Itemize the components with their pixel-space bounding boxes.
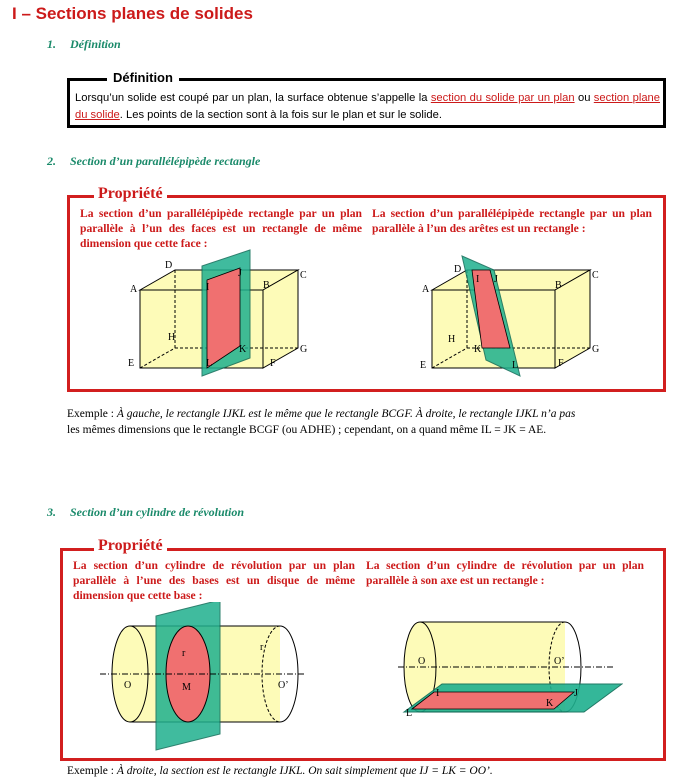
label-J: J: [238, 268, 242, 279]
parallelepiped-left-figure: [120, 248, 320, 378]
label-I: I: [436, 688, 440, 699]
example1-line2: les mêmes dimensions que le rectangle BCGF (ou ADHE) ; cependant, on a quand même IL = JK = AE.: [67, 424, 547, 436]
cylinder-right-figure: [398, 612, 623, 717]
label-O-prime: O’: [278, 680, 289, 691]
section1-number: 1.: [47, 37, 56, 51]
property2-right-text: La section d’un cylindre de révolution par un plan parallèle à son axe est un rectangle :: [366, 559, 644, 587]
label-G: G: [300, 344, 308, 355]
example2-text: À droite, la section est le rectangle IJKL. On sait simplement que IJ = LK = OO’.: [116, 765, 493, 777]
section3-number: 3.: [47, 505, 56, 519]
definition-text-part1: Lorsqu’un solide est coupé par un plan, la surface obtenue s’appelle la: [75, 92, 431, 104]
main-title: I – Sections planes de solides: [12, 4, 253, 23]
label-O-prime: O’: [554, 656, 565, 667]
label-F: F: [558, 358, 564, 369]
label-K: K: [239, 344, 247, 355]
example1-line1: À gauche, le rectangle IJKL est le même que le rectangle BCGF. À droite, le rectangle IJKL n’a pas: [116, 408, 576, 420]
label-r-right: r: [260, 642, 264, 653]
example1-prefix: Exemple :: [67, 408, 117, 420]
section1-heading: [47, 37, 121, 52]
label-H: H: [168, 332, 176, 343]
definition-title: Définition: [107, 70, 179, 85]
label-K: K: [474, 344, 482, 355]
label-O: O: [418, 656, 426, 667]
label-A: A: [130, 284, 138, 295]
label-L: L: [206, 358, 213, 369]
label-I: I: [206, 282, 210, 293]
label-E: E: [128, 358, 135, 369]
definition-text-part3: . Les points de la section sont à la fois sur le plan et sur le solide.: [119, 109, 442, 121]
label-I: I: [476, 274, 480, 285]
label-M: M: [182, 682, 191, 693]
label-B: B: [555, 280, 562, 291]
label-r-left: r: [182, 648, 186, 659]
section2-title: Section d’un parallélépipède rectangle: [70, 154, 261, 168]
label-G: G: [592, 344, 600, 355]
label-C: C: [592, 270, 599, 281]
section2-number: 2.: [47, 154, 56, 168]
cylinder-left-figure: [100, 602, 310, 752]
label-F: F: [270, 358, 276, 369]
property1-left-text: La section d’un parallélépipède rectangle par un plan parallèle à l’un des faces est un rectangle de même dimension que cette face :: [80, 207, 362, 250]
label-J: J: [494, 274, 498, 285]
label-C: C: [300, 270, 307, 281]
section3-title: Section d’un cylindre de révolution: [70, 505, 244, 519]
property2-left-text: La section d’un cylindre de révolution par un plan parallèle à l’une des bases est un disque de même dimension que cette base :: [73, 559, 355, 602]
label-H: H: [448, 334, 456, 345]
section1-title: Définition: [70, 37, 121, 51]
example2-prefix: Exemple :: [67, 765, 117, 777]
section2-heading: [47, 154, 260, 169]
label-K: K: [546, 698, 554, 709]
label-L: L: [512, 360, 519, 371]
section3-heading: [47, 505, 244, 520]
example1: [67, 406, 667, 438]
label-A: A: [422, 284, 430, 295]
property1-right-text: La section d’un parallélépipède rectangle par un plan parallèle à l’un des arêtes est un rectangle :: [372, 207, 652, 235]
property1-title: Propriété: [94, 185, 167, 203]
label-L: L: [406, 708, 413, 717]
definition-text-part2: ou: [574, 92, 594, 104]
definition-term-2: section plane du solide: [75, 92, 660, 121]
label-B: B: [263, 280, 270, 291]
definition-term-1: section du solide par un plan: [430, 92, 575, 104]
label-E: E: [420, 360, 427, 371]
parallelepiped-right-figure: [412, 248, 612, 378]
label-O: O: [124, 680, 132, 691]
label-D: D: [165, 260, 173, 271]
label-J: J: [574, 688, 578, 699]
definition-text: [75, 90, 660, 124]
label-D: D: [454, 264, 462, 275]
property2-title: Propriété: [94, 537, 167, 555]
example2: [67, 763, 667, 779]
